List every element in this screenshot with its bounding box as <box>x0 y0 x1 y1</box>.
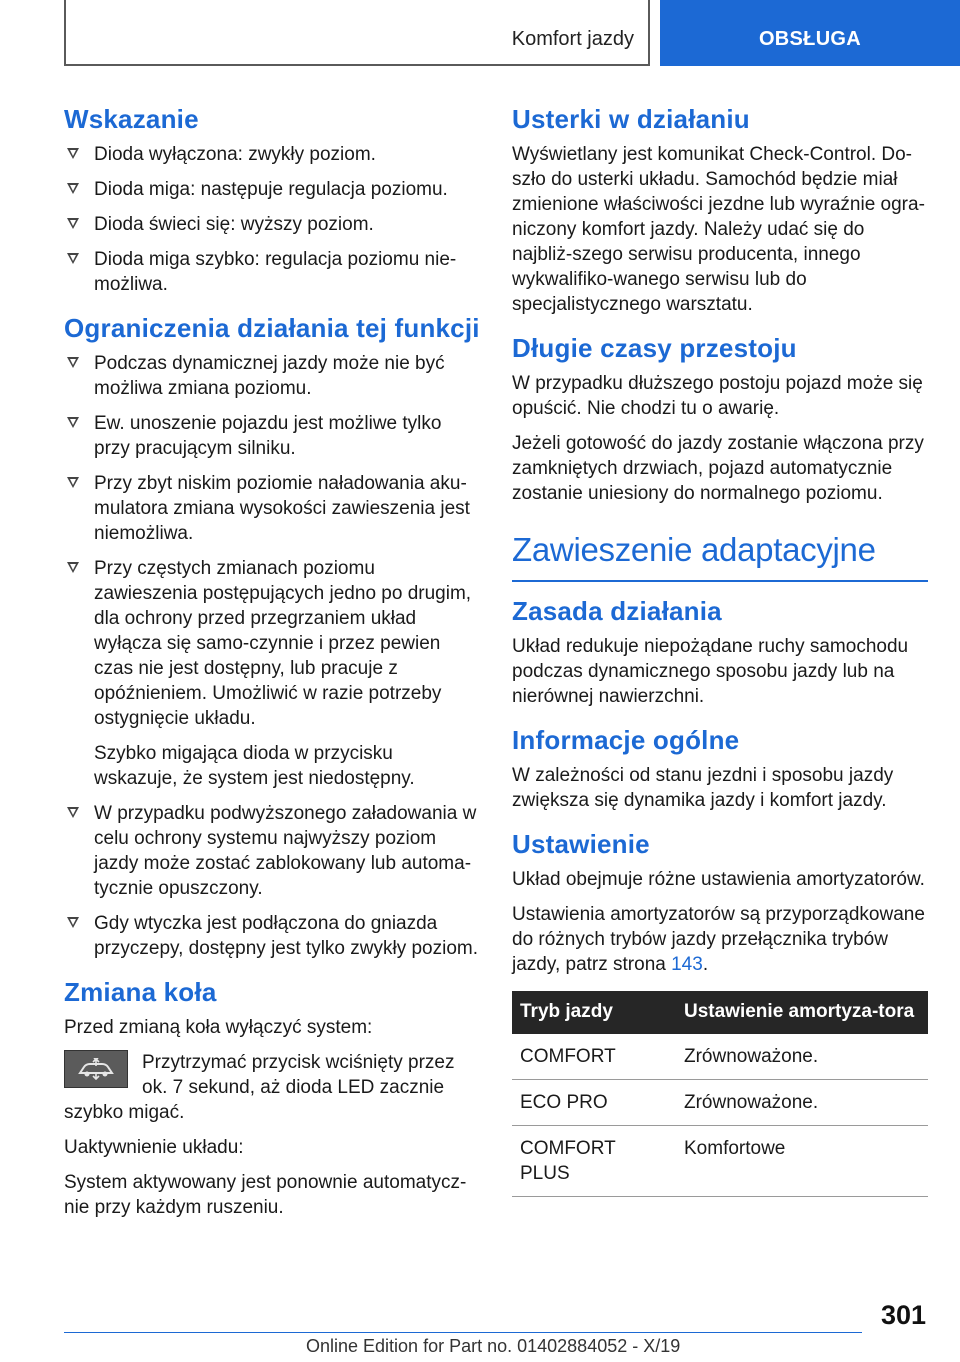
list-item: Przy zbyt niskim poziomie naładowania aku-mulatora zmiana wysokości zawieszenia jest niemożliwa. <box>64 471 480 546</box>
button-instruction <box>64 1050 480 1125</box>
chapter-title: Komfort jazdy <box>511 28 634 50</box>
dlugie-text-2: Jeżeli gotowość do jazdy zostanie włączona przy zamkniętych drzwiach, pojazd automatycznie zostanie uniesiony do normalnego poziomu. <box>512 433 924 504</box>
ograniczenia-list <box>64 351 480 961</box>
activation-label: Uaktywnienie układu: <box>64 1137 244 1158</box>
footer-edition: Online Edition for Part no. 01402884052 - X/19 <box>306 1336 681 1356</box>
triangle-bullet-icon <box>67 148 79 159</box>
table-row <box>512 1080 928 1126</box>
header-chapter-box <box>64 0 650 66</box>
button-instruction-text: Przytrzymać przycisk wciśnięty przez ok. 7 sekund, aż dioda LED zacznie szybko migać. <box>64 1052 455 1123</box>
triangle-bullet-icon <box>67 477 79 488</box>
dlugie-text-1: W przypadku dłuższego postoju pojazd może się opuścić. Nie chodzi tu o awarię. <box>512 373 923 419</box>
triangle-bullet-icon <box>67 807 79 818</box>
list-item: Przy częstych zmianach poziomu zawieszenia postępujących jedno po drugim, dla ochrony przed przegrzaniem układ wyłącza się samo-czynnie i przez pewien czas nie jest dostępny, lub pracuje z opóźnieniem. Umożliwić w razie potrzeby ostygnięcie układu. Szybko migająca dioda w przycisku wskazuje, że system jest niedostępny. <box>64 556 480 791</box>
list-item: Ew. unoszenie pojazdu jest możliwe tylko przy pracującym silniku. <box>64 411 480 461</box>
table-cell: Zrównoważone. <box>676 1080 928 1126</box>
heading-zmiana-kola: Zmiana koła <box>64 977 217 1007</box>
section-tab-label: OBSŁUGA <box>758 28 862 50</box>
usterki-text: Wyświetlany jest komunikat Check-Control. Do-szło do usterki układu. Samochód będzie miał zmienione właściwości jezdne lub wyraźnie ogra-niczony komfort jazdy. Należy udać się do najbliż-szego serwisu producenta, innego wykwalifiko-wanego serwisu lub do specjalistycznego warsztatu. <box>512 144 925 315</box>
triangle-bullet-icon <box>67 917 79 928</box>
ustawienie-text-1: Układ obejmuje różne ustawienia amortyzatorów. <box>512 869 925 890</box>
table-cell: Zrównoważone. <box>676 1034 928 1080</box>
list-item: Dioda miga: następuje regulacja poziomu. <box>64 177 480 202</box>
heading-zasada: Zasada działania <box>512 596 722 626</box>
table-cell: COMFORT <box>512 1034 676 1080</box>
heading-usterki: Usterki w działaniu <box>512 104 750 134</box>
wskazanie-list <box>64 142 480 297</box>
drive-mode-table <box>512 991 928 1197</box>
list-item-note: Szybko migająca dioda w przycisku wskazuje, że system jest niedostępny. <box>94 743 415 789</box>
page-number: 301 <box>880 1300 926 1330</box>
column-header: Ustawienie amortyza-tora <box>676 991 928 1034</box>
car-lift-icon <box>64 1050 128 1088</box>
table-row <box>512 1126 928 1197</box>
activation-text: System aktywowany jest ponownie automatycz-nie przy każdym ruszeniu. <box>64 1172 467 1218</box>
table-header-row <box>512 991 928 1034</box>
list-item: Podczas dynamicznej jazdy może nie być możliwa zmiana poziomu. <box>64 351 480 401</box>
table-cell: Komfortowe <box>676 1126 928 1197</box>
table-cell: ECO PRO <box>512 1080 676 1126</box>
triangle-bullet-icon <box>67 417 79 428</box>
column-header: Tryb jazdy <box>512 991 676 1034</box>
heading-wskazanie: Wskazanie <box>64 104 199 134</box>
heading-ustawienie: Ustawienie <box>512 829 650 859</box>
page-link[interactable]: 143 <box>671 954 703 975</box>
list-item: W przypadku podwyższonego załadowania w celu ochrony systemu najwyższy poziom jazdy może zostać zablokowany lub automa-tycznie opuszczony. <box>64 801 480 901</box>
informacje-text: W zależności od stanu jezdni i sposobu jazdy zwiększa się dynamika jazdy i komfort jazdy. <box>512 765 894 811</box>
section-tab[interactable] <box>660 0 960 66</box>
heading-zawieszenie-adaptacyjne: Zawieszenie adaptacyjne <box>512 528 928 582</box>
zmiana-intro: Przed zmianą koła wyłączyć system: <box>64 1017 373 1038</box>
triangle-bullet-icon <box>67 357 79 368</box>
list-item: Dioda wyłączona: zwykły poziom. <box>64 142 480 167</box>
triangle-bullet-icon <box>67 183 79 194</box>
footer-divider <box>64 1332 862 1333</box>
triangle-bullet-icon <box>67 218 79 229</box>
table-row <box>512 1034 928 1080</box>
heading-informacje: Informacje ogólne <box>512 725 740 755</box>
list-item: Dioda miga szybko: regulacja poziomu nie-możliwa. <box>64 247 480 297</box>
list-item: Dioda świeci się: wyższy poziom. <box>64 212 480 237</box>
table-cell: COMFORT PLUS <box>512 1126 676 1197</box>
ustawienie-text-2: Ustawienia amortyzatorów są przyporządkowane do różnych trybów jazdy przełącznika trybów jazdy, patrz strona 143. <box>512 904 925 975</box>
list-item: Gdy wtyczka jest podłączona do gniazda przyczepy, dostępny jest tylko zwykły poziom. <box>64 911 480 961</box>
zasada-text: Układ redukuje niepożądane ruchy samochodu podczas dynamicznego sposobu jazdy lub na nierównej nawierzchni. <box>512 636 909 707</box>
triangle-bullet-icon <box>67 562 79 573</box>
heading-ograniczenia: Ograniczenia działania tej funkcji <box>64 313 480 343</box>
heading-dlugie-czasy: Długie czasy przestoju <box>512 333 797 363</box>
left-column <box>64 100 480 1230</box>
right-column <box>512 100 928 1197</box>
triangle-bullet-icon <box>67 253 79 264</box>
